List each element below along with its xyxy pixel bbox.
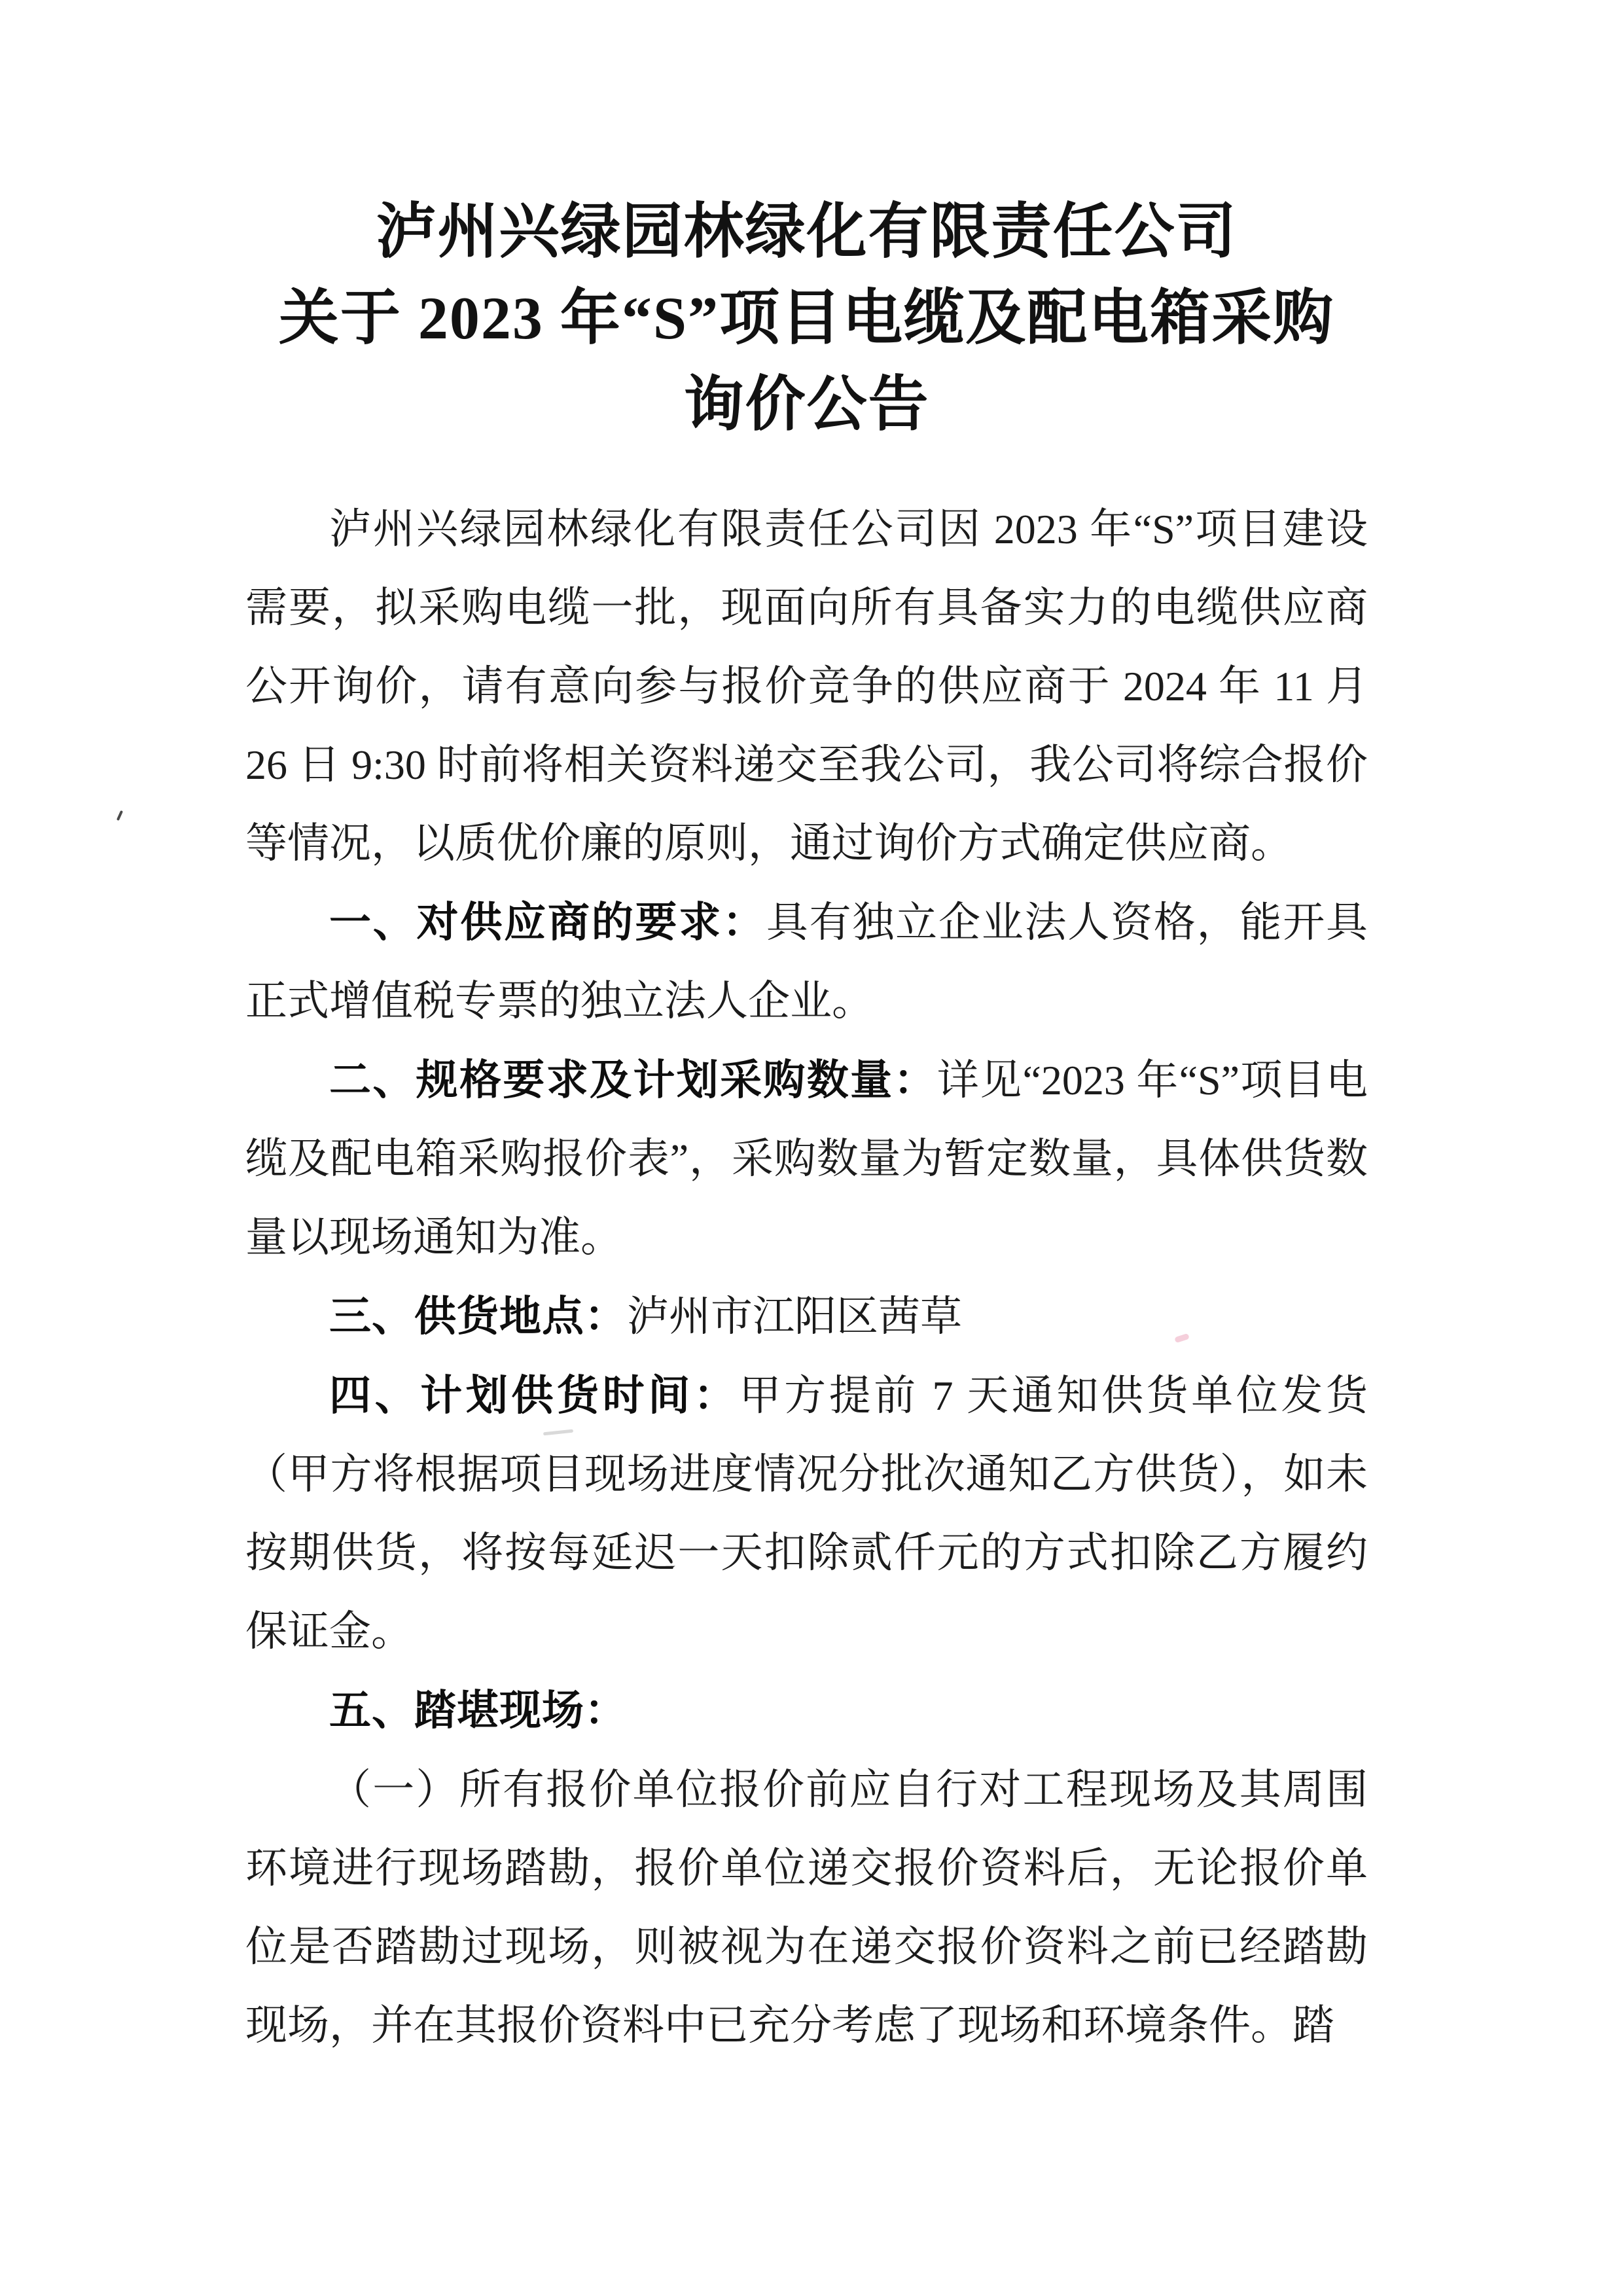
intro-text: 泸州兴绿园林绿化有限责任公司因 2023 年“S”项目建设需要，拟采购电缆一批，现面向所有具备实力的电缆供应商公开询价，请有意向参与报价竞争的供应商于 2024 年 11 月 26 日 9:30 时前将相关资料递交至我公司，我公司将综合报价等情况，以质优价廉的原则，通过询价方式确定供应商。: [245, 506, 1368, 867]
site-visit-item-1-text: （一）所有报价单位报价前应自行对工程现场及其周围环境进行现场踏勘，报价单位递交报价资料后，无论报价单位是否踏勘过现场，则被视为在递交报价资料之前已经踏勘现场，并在其报价资料中已充分考虑了现场和环境条件。踏: [245, 1767, 1368, 2049]
document-body: [245, 490, 1368, 2065]
specs-quantity-label: 二、规格要求及计划采购数量：: [329, 1056, 937, 1103]
supplier-requirements-label: 一、对供应商的要求：: [329, 899, 766, 946]
title-line-notice-type: 询价公告: [683, 371, 930, 438]
supplier-requirements-text: 具有独立企业法人资格，能开具正式增值税专票的独立法人企业。: [245, 899, 1368, 1024]
intro-paragraph: [245, 490, 1368, 883]
delivery-location-label: 三、供货地点：: [329, 1293, 627, 1340]
site-visit-item-1: [245, 1750, 1368, 2065]
specs-quantity-text: 详见“2023 年“S”项目电缆及配电箱采购报价表”，采购数量为暂定数量，具体供货数量以现场通知为准。: [245, 1057, 1368, 1261]
title-line-subject: 关于 2023 年“S”项目电缆及配电箱采购: [278, 285, 1335, 351]
section-specs-quantity: [245, 1041, 1368, 1277]
section-delivery-location: [245, 1277, 1368, 1356]
site-visit-heading-label: 五、踏堪现场：: [329, 1687, 627, 1734]
section-supplier-requirements: [245, 883, 1368, 1041]
document-title: [245, 188, 1368, 448]
delivery-location-text: 泸州市江阳区茜草: [627, 1293, 962, 1340]
title-line-company: 泸州兴绿园林绿化有限责任公司: [376, 198, 1238, 265]
delivery-time-label: 四、计划供货时间：: [329, 1372, 740, 1419]
section-delivery-time: [245, 1356, 1368, 1671]
delivery-time-text: 甲方提前 7 天通知供货单位发货（甲方将根据项目现场进度情况分批次通知乙方供货），如未按期供货，将按每延迟一天扣除贰仟元的方式扣除乙方履约保证金。: [245, 1372, 1368, 1655]
scan-artifact-tick: [116, 810, 123, 821]
section-site-visit-heading: [245, 1671, 1368, 1750]
